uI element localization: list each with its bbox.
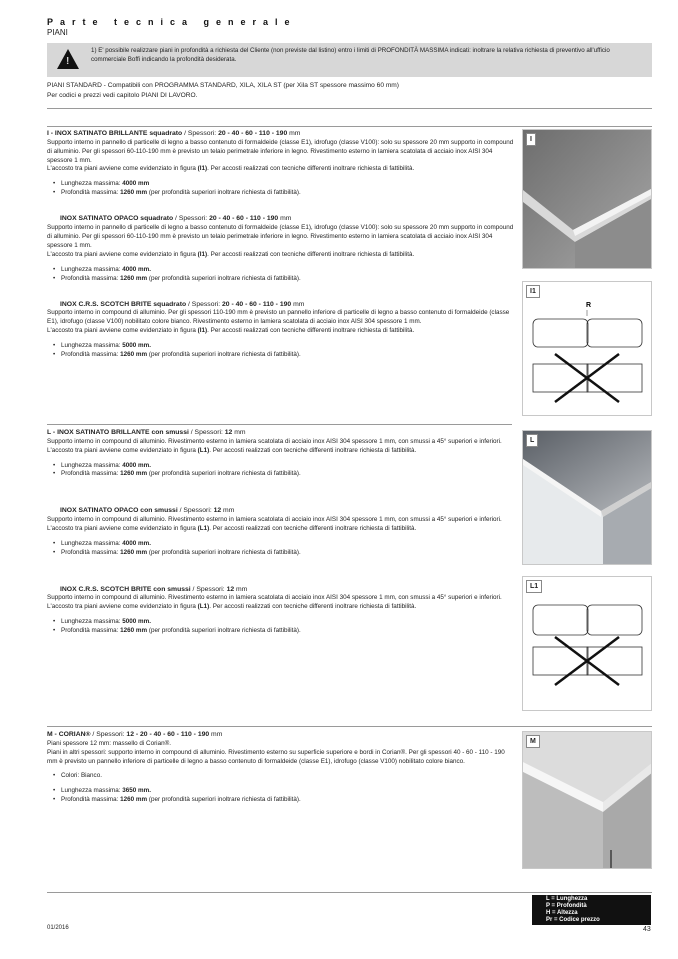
divider bbox=[47, 126, 652, 127]
figure-i: I bbox=[522, 129, 652, 269]
figure-l: L bbox=[522, 430, 652, 565]
page-header-title: Parte tecnica generale bbox=[47, 17, 297, 27]
intro-line-2: Per codici e prezzi vedi capitolo PIANI DI LAVORO. bbox=[47, 91, 198, 99]
product-description: Piani in altri spessori: supporto interno in compound di alluminio. Rivestimento esterno su superficie superiore e bordi in Corian®. Per gli spessori 40 - 60 - 110 - 190 mm è previsto un pannello inferiore di particelle di legno a basso contenuto di formaldeide (classe E1), idrofugo (classe V100) nobilitato colore bianco. bbox=[47, 748, 505, 765]
legend-item: P = Profondità bbox=[546, 903, 587, 910]
product-name: INOX SATINATO OPACO con smussi bbox=[60, 507, 178, 515]
intro-line-1: PIANI STANDARD - Compatibili con PROGRAMMA STANDARD, XILA, XILA ST (per Xila ST spessore massimo 60 mm) bbox=[47, 82, 400, 89]
joint-label: R bbox=[586, 302, 592, 309]
section-m: M - CORIAN® / Spessori: 12 - 20 - 40 - 60 - 110 - 190 mm Piani spessore 12 mm: massello di Corian®. Piani in altri spessori: supporto interno in compound di alluminio. Rivestimento esterno su superficie superiore e bordi in Corian®. Per gli spessori 40 - 60 - 110 - 190 mm è previsto un pannello inferiore di particelle di legno a basso contenuto di formaldeide (classe E1), idrofugo (classe V100) nobilitato colore bianco. • Colori: Bianco. • Lunghezza massima: 3650 mm. • Profondità massima: 1260 mm (per profondità superiori inoltrare richiesta di fattibilità). bbox=[47, 730, 515, 805]
joint-diagram-l1 bbox=[523, 577, 652, 711]
product-name: INOX SATINATO OPACO squadrato bbox=[60, 215, 174, 223]
product-description: Supporto interno in pannello di particelle di legno a basso contenuto di formaldeide (classe E1), idrofugo (classe V100): solo su spessore 20 mm supporto in compound di alluminio. Per gli spessori 60-110-190 mm è previsto un telaio perimetrale inferiore in legno. Rivestimento esterno in lamiera scatolata di acciaio inox AISI 304 spessore 1 mm. bbox=[47, 138, 514, 164]
product-name: INOX C.R.S. SCOTCH BRITE con smussi bbox=[60, 585, 191, 593]
product-description: Supporto interno in compound di alluminio. Rivestimento esterno in lamiera scatolata di acciaio inox AISI 304 spessore 1 mm, con smussi a 45° superiori e inferiori. bbox=[47, 594, 502, 602]
divider bbox=[47, 424, 512, 425]
countertop-photo-i bbox=[523, 130, 652, 269]
product-name: L - INOX SATINATO BRILLANTE con smussi bbox=[47, 429, 189, 436]
legend-box bbox=[532, 895, 651, 925]
product-name: INOX C.R.S. SCOTCH BRITE squadrato bbox=[60, 300, 187, 308]
notice-text: 1) E' possibile realizzare piani in profondità a richiesta del Cliente (non previste dal listino) entro i limiti di PROFONDITÀ MASSIMA indicati: inoltrare la relativa richiesta di preventivo all'ufficio commerciale Boffi indicando la profondità desiderata. bbox=[91, 47, 610, 63]
notice-box bbox=[47, 43, 652, 77]
figure-i1: R I1 bbox=[522, 281, 652, 416]
intro bbox=[47, 81, 647, 100]
product-name: I - INOX SATINATO BRILLANTE squadrato bbox=[47, 130, 183, 137]
warning-icon: ! bbox=[57, 49, 79, 69]
countertop-photo-m bbox=[523, 732, 652, 869]
divider bbox=[47, 892, 652, 893]
divider bbox=[47, 108, 652, 109]
product-description: Supporto interno in compound di alluminio. Per gli spessori 110-190 mm è previsto un pannello inferiore di particelle di legno a basso contenuto di formaldeide (classe E1), idrofugo (classe V100) nobilitato colore bianco. Rivestimento esterno in lamiera scatolata di acciaio inox AISI 304 spessore 1 mm. bbox=[47, 309, 510, 326]
product-description: Supporto interno in compound di alluminio. Rivestimento esterno in lamiera scatolata di acciaio inox AISI 304 spessore 1 mm, con smussi a 45° superiori e inferiori. bbox=[47, 437, 502, 445]
section-i: I - INOX SATINATO BRILLANTE squadrato / Spessori: 20 - 40 - 60 - 110 - 190 mm Supporto interno in pannello di particelle di legno a basso contenuto di formaldeide (classe E1), idrofugo (classe V100): solo su spessore 20 mm supporto in compound di alluminio. Per gli spessori 60-110-190 mm è previsto un telaio perimetrale inferiore in legno. Rivestimento esterno in lamiera scatolata di acciaio inox AISI 304 spessore 1 mm. L'accosto tra piani avviene come evidenziato in figura (I1). Per accosti realizzati con tecniche differenti inoltrare richiesta di fattibilità. • Lunghezza massima: 4000 mm • Profondità massima: 1260 mm (per profondità superiori inoltrare richiesta di fattibilità). INOX SATINATO OPACO squadrato / Spessori: 20 - 40 - 60 - 110 - 190 mm Supporto interno in pannello di particelle di legno a basso contenuto di formaldeide (classe E1), idrofugo (classe V100): solo su spessore 20 mm supporto in compound di alluminio. Per gli spessori 60-110-190 mm è previsto un telaio perimetrale inferiore in legno. Rivestimento esterno in lamiera scatolata di acciaio inox AISI 304 spessore 1 mm. L'accosto tra piani avviene come evidenziato in figura (I1). Per accosti realizzati con tecniche differenti inoltrare richiesta di fattibilità. • Lunghezza massima: 4000 mm. • Profondità massima: 1260 mm (per profondità superiori inoltrare richiesta di fattibilità). INOX C.R.S. SCOTCH BRITE squadrato / Spessori: 20 - 40 - 60 - 110 - 190 mm Supporto interno in compound di alluminio. Per gli spessori 110-190 mm è previsto un pannello inferiore di particelle di legno a basso contenuto di formaldeide (classe E1), idrofugo (classe V100) nobilitato colore bianco. Rivestimento esterno in lamiera scatolata di acciaio inox AISI 304 spessore 1 mm. L'accosto tra piani avviene come evidenziato in figura (I1). Per accosti realizzati con tecniche differenti inoltrare richiesta di fattibilità. • Lunghezza massima: 5000 mm. • Profondità massima: 1260 mm (per profondità superiori inoltrare richiesta di fattibilità). bbox=[47, 129, 515, 360]
page-header-subtitle: PIANI bbox=[47, 28, 68, 37]
product-name: M - CORIAN® bbox=[47, 731, 91, 738]
legend-item: L = Lunghezza bbox=[546, 896, 588, 902]
footer-date: 01/2016 bbox=[47, 925, 69, 931]
legend-item: H = Altezza bbox=[546, 910, 578, 917]
product-description: Supporto interno in compound di alluminio. Rivestimento esterno in lamiera scatolata di acciaio inox AISI 304 spessore 1 mm, con smussi a 45° superiori e inferiori. bbox=[47, 516, 502, 524]
product-description: Supporto interno in pannello di particelle di legno a basso contenuto di formaldeide (classe E1), idrofugo (classe V100): solo su spessore 20 mm supporto in compound di alluminio. Per gli spessori 60-110-190 mm è previsto un telaio perimetrale inferiore in legno. Rivestimento esterno in lamiera scatolata di acciaio inox AISI 304 spessore 1 mm. bbox=[47, 223, 514, 249]
figure-m: M bbox=[522, 731, 652, 869]
section-l: L - INOX SATINATO BRILLANTE con smussi / Spessori: 12 mm Supporto interno in compound di alluminio. Rivestimento esterno in lamiera scatolata di acciaio inox AISI 304 spessore 1 mm, con smussi a 45° superiori e inferiori. L'accosto tra piani avviene come evidenziato in figura (L1). Per accosti realizzati con tecniche differenti inoltrare richiesta di fattibilità. • Lunghezza massima: 4000 mm. • Profondità massima: 1260 mm (per profondità superiori inoltrare richiesta di fattibilità). INOX SATINATO OPACO con smussi / Spessori: 12 mm Supporto interno in compound di alluminio. Rivestimento esterno in lamiera scatolata di acciaio inox AISI 304 spessore 1 mm, con smussi a 45° superiori e inferiori. L'accosto tra piani avviene come evidenziato in figura (L1). Per accosti realizzati con tecniche differenti inoltrare richiesta di fattibilità. • Lunghezza massima: 4000 mm. • Profondità massima: 1260 mm (per profondità superiori inoltrare richiesta di fattibilità). INOX C.R.S. SCOTCH BRITE con smussi / Spessori: 12 mm Supporto interno in compound di alluminio. Rivestimento esterno in lamiera scatolata di acciaio inox AISI 304 spessore 1 mm, con smussi a 45° superiori e inferiori. L'accosto tra piani avviene come evidenziato in figura (L1). Per accosti realizzati con tecniche differenti inoltrare richiesta di fattibilità. • Lunghezza massima: 5000 mm. • Profondità massima: 1260 mm (per profondità superiori inoltrare richiesta di fattibilità). bbox=[47, 428, 515, 636]
countertop-photo-l bbox=[523, 431, 652, 565]
figure-l1: L1 bbox=[522, 576, 652, 711]
legend-item: Pr = Codice prezzo bbox=[546, 917, 600, 924]
divider bbox=[47, 726, 652, 727]
joint-diagram-i1 bbox=[523, 282, 652, 416]
page-number: 43 bbox=[643, 926, 651, 933]
